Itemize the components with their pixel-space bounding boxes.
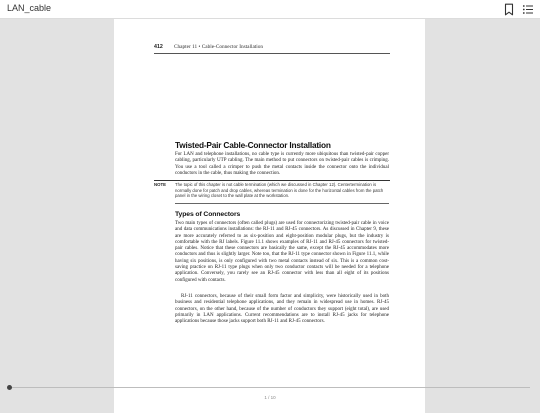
- running-head: [154, 44, 390, 54]
- chapter-title: Chapter 11 • Cable-Connector Installation: [174, 44, 264, 50]
- bookmark-icon[interactable]: [503, 3, 515, 16]
- page-scrubber-track[interactable]: [9, 387, 530, 388]
- note-divider-bottom: [175, 203, 389, 204]
- top-toolbar: [0, 0, 540, 19]
- body-paragraph: RJ-11 connectors, because of their small form factor and simplicity, were historically used in both business and residential telephone applications, and they remain in widespread use in homes. RJ-45 connectors, on the other hand, because of the number of conductors they support (eight total), are used primarily in LAN applications. Current recommendations are to install RJ-45 jacks for telephone applications because those jacks support both RJ-11 and RJ-45 connectors.: [175, 294, 389, 325]
- page-number: 412: [154, 44, 163, 50]
- note-text: The topic of this chapter is not cable termination (which we discussed in Chapter 12). Centertermination is normally done for patch and drop cables, whereas termination is done for the horizontal cables from the patch panel in the wiring closet to the wall plate at the workstation.: [175, 182, 384, 199]
- note-divider-top: [154, 180, 390, 181]
- body-paragraph: Two main types of connectors (often called plugs) are used for connectorizing twisted-pair cable in voice and data communications installations: the RJ-11 and RJ-45 connectors. As discussed in Chapter 9, these are more accurately referred to as six-position and eight-position modular plugs, but the industry is comfortable with the RJ labels. Figure 11.1 shows examples of RJ-11 and RJ-45 connectors for twisted-pair cables. Notice that these connectors are basically the same, except the RJ-45 accommodates more conductors and thus is slightly larger. Note too, that the RJ-11 type connector shown in Figure 11.1, while having six positions, is only configured with two metal contacts instead of six. This is a common cost-saving practice on RJ-11 type plugs when only two conductor contacts will be needed for a telephone application. Conversely, you rarely see an RJ-45 connector with less than all eight of its positions configured with contacts.: [175, 221, 389, 283]
- subsection-heading: Types of Connectors: [175, 211, 241, 218]
- page-indicator: 1 / 10: [264, 395, 276, 400]
- section-heading: Twisted-Pair Cable-Connector Installation: [175, 140, 331, 150]
- document-title: LAN_cable: [7, 3, 52, 13]
- body-paragraph: For LAN and telephone installations, no cable type is currently more ubiquitous than twisted-pair copper cabling, particularly UTP cabling. The main method to put connectors on twisted-pair cables is crimping. You use a tool called a crimper to push the metal contacts inside the connector onto the individual conductors in the cable, thus making the connection.: [175, 152, 389, 176]
- page-scrubber-handle[interactable]: [7, 385, 12, 390]
- note-label: NOTE: [154, 182, 166, 187]
- document-page: [114, 19, 425, 413]
- list-icon[interactable]: [522, 3, 534, 16]
